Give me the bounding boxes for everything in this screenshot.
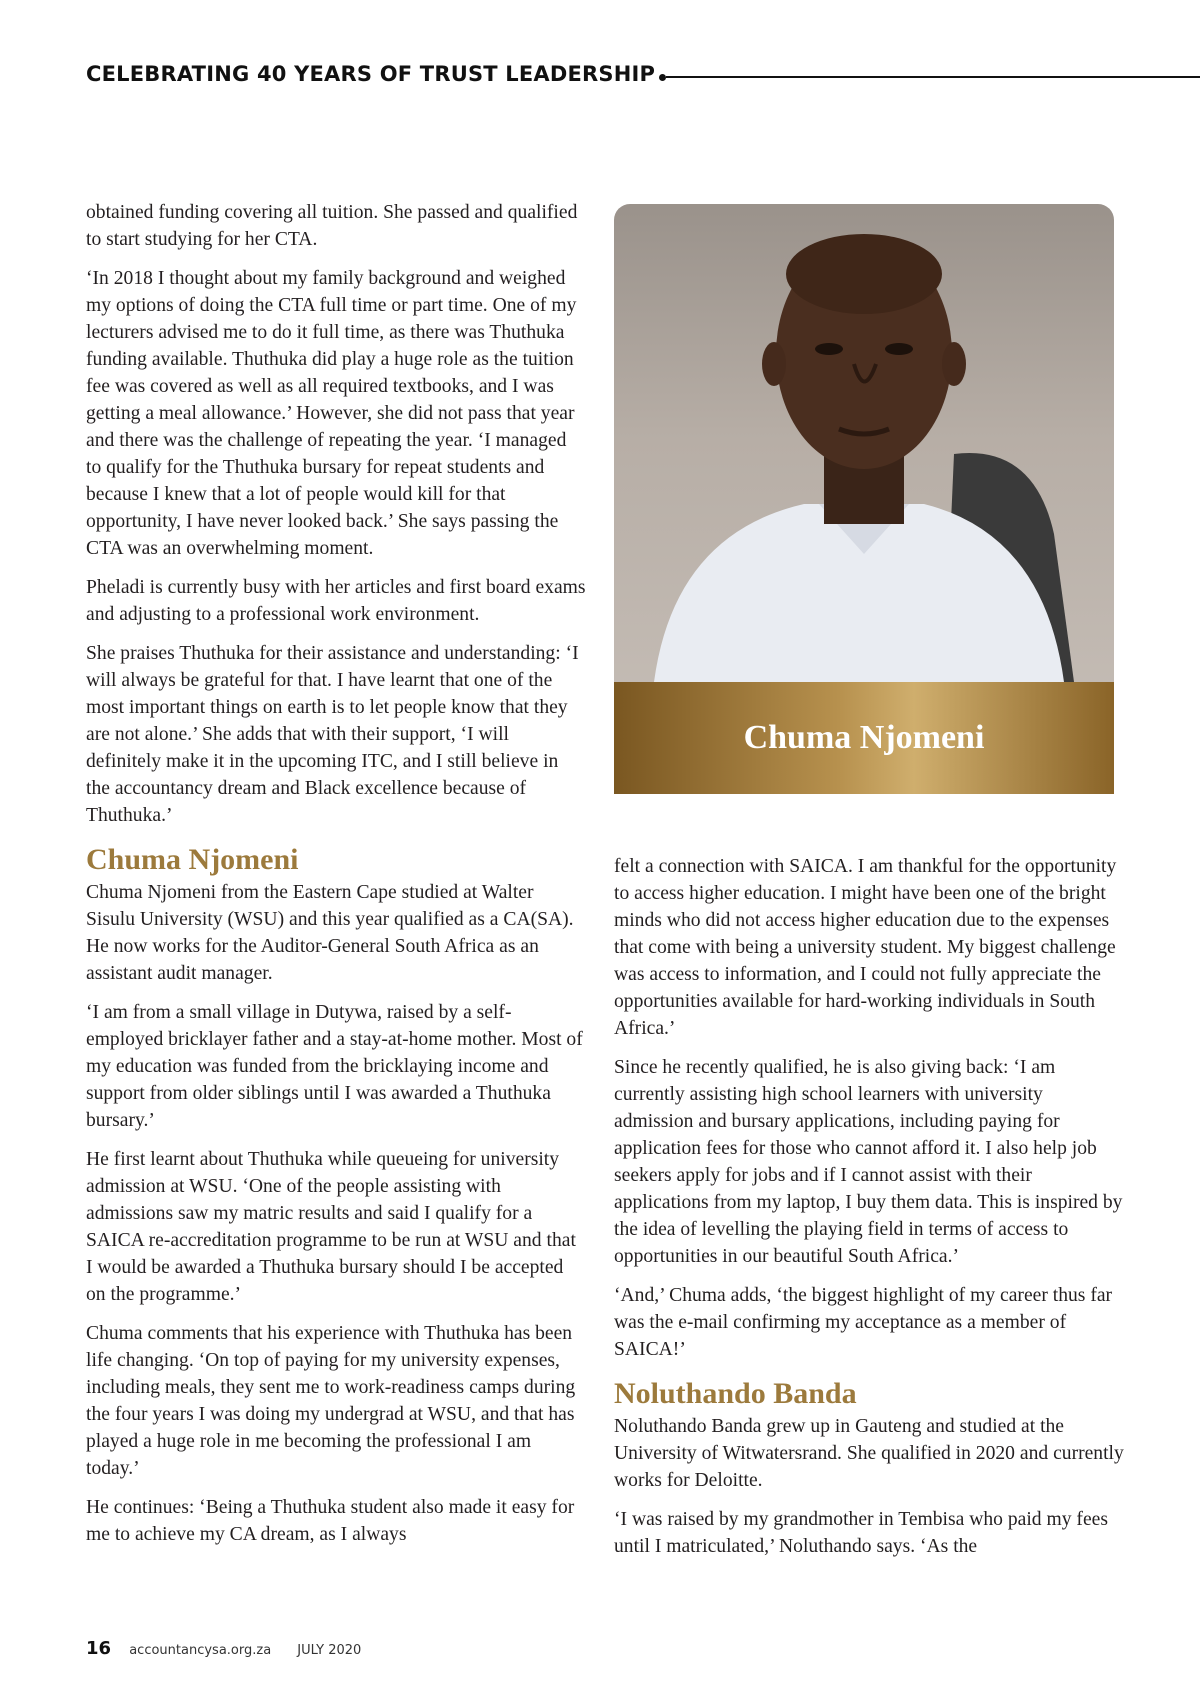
page-header-title: CELEBRATING 40 YEARS OF TRUST LEADERSHIP <box>86 62 656 86</box>
page-footer <box>86 1638 361 1659</box>
paragraph: ‘And,’ Chuma adds, ‘the biggest highlight of my career thus far was the e-mail confirming my acceptance as a member of SAICA!’ <box>614 1285 1113 1360</box>
paragraph: ‘I was raised by my grandmother in Tembisa who paid my fees until I matriculated,’ Noluthando says. ‘As the <box>614 1509 1108 1557</box>
right-column <box>614 853 1126 1572</box>
photo-caption: Chuma Njomeni <box>743 719 985 756</box>
footer-issue: JULY 2020 <box>297 1643 362 1658</box>
photo-caption-banner <box>614 682 1114 794</box>
paragraph: felt a connection with SAICA. I am thankful for the opportunity to access higher education. I might have been one of the bright minds who did not access higher education due to the expenses that come with being a university student. My biggest challenge was access to information, and I could not fully appreciate the opportunities available for hard-working individuals in South Africa.’ <box>614 856 1117 1039</box>
paragraph: ‘In 2018 I thought about my family background and weighed my options of doing the CTA full time or part time. One of my lecturers advised me to do it full time, as there was Thuthuka funding available. Thuthuka did play a huge role as the tuition fee was covered as well as all required textbooks, and I was getting a meal allowance.’ However, she did not pass that year and there was the challenge of repeating the year. ‘I managed to qualify for the Thuthuka bursary for repeat students and because I knew that a lot of people would kill for that opportunity, I have never looked back.’ She says passing the CTA was an overwhelming moment. <box>86 268 577 559</box>
paragraph: Noluthando Banda grew up in Gauteng and studied at the University of Witwatersrand. She qualified in 2020 and currently works for Deloitte. <box>614 1416 1124 1491</box>
paragraph: She praises Thuthuka for their assistance and understanding: ‘I will always be grateful for that. I have learnt that one of the most important things on earth is to let people know that they are not alone.’ She adds that with their support, ‘I will definitely make it in the upcoming ITC, and I still believe in the accountancy dream and Black excellence because of Thuthuka.’ <box>86 643 579 826</box>
paragraph: Pheladi is currently busy with her articles and first board exams and adjusting to a professional work environment. <box>86 577 586 625</box>
header-rule-dot <box>659 74 666 81</box>
paragraph: Since he recently qualified, he is also giving back: ‘I am currently assisting high school learners with university admission and bursary applications, including paying for application fees for those who cannot afford it. I also help job seekers apply for jobs and if I cannot assist with their applications from my laptop, I buy them data. This is inspired by the idea of levelling the playing field in terms of access to opportunities in our beautiful South Africa.’ <box>614 1057 1123 1267</box>
paragraph: obtained funding covering all tuition. She passed and qualified to start studying for her CTA. <box>86 202 578 250</box>
paragraph: Chuma comments that his experience with Thuthuka has been life changing. ‘On top of paying for my university expenses, including meals, they sent me to work-readiness camps during the four years I was doing my undergrad at WSU, and that has played a huge role in me becoming the professional I am today.’ <box>86 1323 576 1479</box>
left-column <box>86 199 586 1560</box>
paragraph: Chuma Njomeni from the Eastern Cape studied at Walter Sisulu University (WSU) and this year qualified as a CA(SA). He now works for the Auditor-General South Africa as an assistant audit manager. <box>86 882 574 984</box>
paragraph: He continues: ‘Being a Thuthuka student also made it easy for me to achieve my CA dream, as I always <box>86 1497 575 1545</box>
section-heading-noluthando: Noluthando Banda <box>614 1377 857 1410</box>
section-heading-chuma: Chuma Njomeni <box>86 843 299 876</box>
paragraph: He first learnt about Thuthuka while queueing for university admission at WSU. ‘One of the people assisting with admissions saw my matric results and said I qualify for a SAICA re-accreditation programme to be run at WSU and that I would be awarded a Thuthuka bursary should I be accepted on the programme.’ <box>86 1149 576 1305</box>
portrait-photo <box>614 204 1114 794</box>
portrait-illustration <box>614 204 1114 682</box>
page-number: 16 <box>86 1638 112 1659</box>
footer-website: accountancysa.org.za <box>129 1643 272 1658</box>
header-rule <box>666 76 1200 78</box>
paragraph: ‘I am from a small village in Dutywa, raised by a self-employed bricklayer father and a stay-at-home mother. Most of my education was funded from the bricklaying income and support from older siblings until I was awarded a Thuthuka bursary.’ <box>86 1002 583 1131</box>
